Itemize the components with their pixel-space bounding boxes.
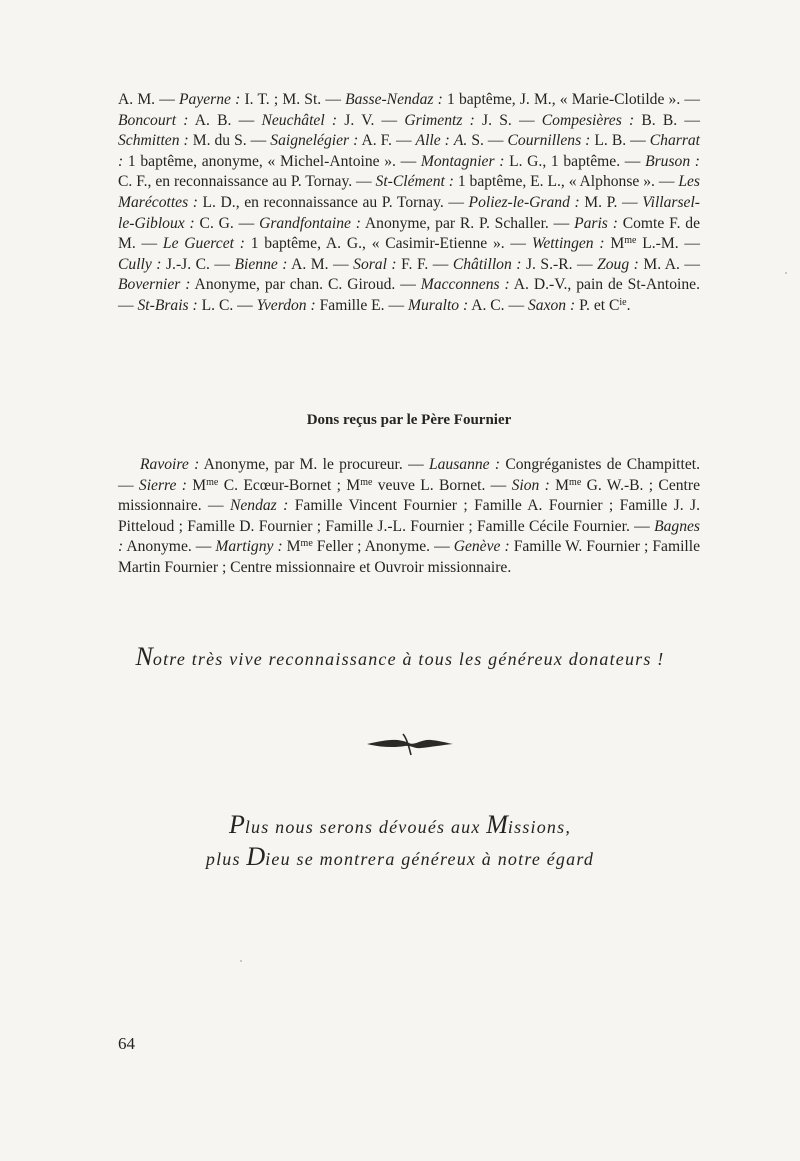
donation-text: Comte F. de M. — — [118, 214, 701, 253]
donation-text: L. D., en reconnaissance au P. Tornay. — — [197, 193, 469, 211]
donation-text: Famille W. Fournier ; Famille Martin Fournier ; Centre missionnaire et Ouvroir missionnaire. — [118, 538, 700, 576]
place-name: Genève : — [453, 538, 510, 556]
place-name: St-Brais : — [137, 296, 198, 314]
fournier-donations-paragraph — [118, 455, 700, 579]
donation-text: A. M. — — [118, 91, 179, 108]
donations-paragraph — [118, 90, 700, 317]
superscript: me — [206, 476, 219, 488]
donation-text: J.-J. C. — — [161, 255, 235, 273]
donation-text: M. A. — — [638, 255, 700, 273]
donation-text: M — [604, 235, 625, 253]
place-name: Saxon : — [527, 296, 576, 314]
place-name: Paris : — [574, 214, 618, 232]
place-name: St-Clément : — [375, 173, 454, 191]
motto-line-1 — [0, 810, 800, 840]
place-name: Wettingen : — [531, 235, 605, 253]
place-name: Yverdon : — [256, 296, 316, 314]
donation-text: Congréganistes de Champittet. — — [118, 456, 700, 494]
motto-line-2 — [0, 842, 800, 872]
place-name: Cournillens : — [507, 132, 591, 150]
donation-text: M. du S. — — [188, 132, 271, 150]
motto-text-1b: issions, — [507, 817, 572, 837]
donation-text: L. C. — — [197, 296, 257, 314]
donation-text: G. W.-B. ; Centre missionnaire. — — [118, 476, 700, 515]
donation-text: . — [626, 296, 631, 314]
motto-initial-m: M — [486, 810, 508, 839]
speck-mark — [785, 272, 787, 274]
donation-text: I. T. ; M. St. — — [240, 91, 346, 108]
donation-text: A. D.-V., pain de St-Antoine. — — [118, 276, 700, 314]
thanks-line — [0, 642, 800, 672]
page-number: 64 — [118, 1034, 135, 1053]
donation-text: P. et C — [575, 296, 620, 314]
donation-text: 1 baptême, A. G., « Casimir-Etienne ». — — [244, 235, 532, 253]
speck-mark — [240, 960, 242, 962]
donation-text: Famille E. — — [315, 296, 408, 314]
superscript: me — [569, 476, 582, 488]
place-name: Schmitten : — [118, 132, 189, 150]
donation-text: Anonyme, par M. le procureur. — — [199, 456, 429, 473]
place-name: Nendaz : — [229, 497, 289, 515]
donation-text: Anonyme, par R. P. Schaller. — — [360, 214, 575, 232]
donation-text: B. B. — — [634, 111, 700, 129]
place-name: Montagnier : — [420, 152, 505, 170]
donation-text: A. C. — — [468, 296, 528, 314]
place-name: Le Guercet : — [162, 235, 245, 253]
donation-text: Anonyme, par chan. C. Giroud. — — [190, 276, 421, 294]
donation-text: 1 baptême, anonyme, « Michel-Antoine ». — — [123, 152, 421, 170]
place-name: Ravoire : — [140, 456, 200, 473]
place-name: Macconnens : — [420, 276, 510, 294]
superscript: ie — [619, 296, 627, 308]
place-name: Zoug : — [597, 255, 639, 273]
place-name: Villarsel-le-Gibloux : — [118, 193, 700, 232]
place-name: Boncourt : — [118, 111, 189, 129]
ornament-flourish-icon — [365, 731, 455, 757]
donation-text: A. F. — — [358, 132, 416, 150]
motto-text-2a: plus — [205, 849, 247, 869]
superscript: me — [624, 235, 637, 247]
motto-text-2b: ieu se montrera généreux à notre égard — [265, 849, 595, 869]
place-name: Bruson : — [645, 152, 700, 170]
place-name: Alle : — [415, 132, 450, 150]
place-name: Muralto : — [407, 296, 469, 314]
place-name: Grimentz : — [404, 111, 475, 129]
place-name: Soral : — [353, 255, 397, 273]
donation-text: M — [282, 538, 301, 556]
donation-text: S. — — [467, 132, 508, 150]
place-name: Compesières : — [541, 111, 635, 129]
place-name: Châtillon : — [452, 255, 522, 273]
motto-initial-d: D — [246, 842, 266, 871]
place-name: Martigny : — [215, 538, 283, 556]
place-name: Bagnes : — [118, 517, 700, 556]
place-name: Cully : — [118, 255, 162, 273]
superscript: me — [360, 476, 373, 488]
place-name: Payerne : — [179, 91, 241, 108]
donation-text: M — [186, 476, 207, 494]
place-name: Basse-Nendaz : — [345, 91, 443, 108]
place-name: Lausanne : — [428, 456, 501, 473]
donation-text: A. M. — — [287, 255, 354, 273]
place-name: Saignelégier : — [270, 132, 359, 150]
donation-text: Famille Vincent Fournier ; Famille A. Fournier ; Famille J. J. Pitteloud ; Famille D. Fournier ; Famille J.-L. Fournier ; Famille Cécile Fournier. — — [118, 497, 700, 535]
donation-text: 1 baptême, J. M., « Marie-Clotilde ». — — [442, 91, 701, 108]
place-name: Sion : — [511, 476, 550, 494]
donation-text: veuve L. Bornet. — — [372, 476, 512, 494]
donation-text: C. G. — — [194, 214, 260, 232]
motto-initial-p: P — [228, 810, 245, 839]
donation-text: L. B. — — [590, 132, 650, 150]
superscript: me — [300, 538, 313, 550]
place-name: Poliez-le-Grand : — [468, 193, 580, 211]
place-name: Grandfontaine : — [259, 214, 361, 232]
section-heading: Dons reçus par le Père Fournier — [306, 412, 512, 428]
donation-text: C. F., en reconnaissance au P. Tornay. — — [118, 173, 376, 191]
donation-text: M. P. — — [579, 193, 643, 211]
place-name: Neuchâtel : — [261, 111, 338, 129]
donation-text: J. V. — — [337, 111, 405, 129]
place-name: Sierre : — [138, 476, 187, 494]
donation-text: 1 baptême, E. L., « Alphonse ». — — [453, 173, 679, 191]
motto-text-1a: lus nous serons dévoués aux — [244, 817, 487, 837]
donation-text: A. B. — — [188, 111, 262, 129]
donation-text: Feller ; Anonyme. — — [312, 538, 454, 556]
thanks-text: otre très vive reconnaissance à tous les généreux donateurs ! — [152, 649, 665, 669]
thanks-initial: N — [135, 642, 153, 671]
place-name: A. — [453, 132, 468, 150]
donation-text: L. G., 1 baptême. — — [504, 152, 646, 170]
donation-text: C. Ecœur-Bornet ; M — [218, 476, 361, 494]
donation-text: M — [549, 476, 570, 494]
donation-text: F. F. — — [396, 255, 453, 273]
donation-text: J. S. — — [474, 111, 542, 129]
donation-text: L.-M. — — [636, 235, 700, 253]
place-name: Bovernier : — [118, 276, 191, 294]
place-name: Charrat : — [118, 132, 701, 170]
donation-text: J. S.-R. — — [521, 255, 598, 273]
donation-text: Anonyme. — — [123, 538, 216, 556]
place-name: Les Marécottes : — [118, 173, 700, 211]
place-name: Bienne : — [234, 255, 288, 273]
